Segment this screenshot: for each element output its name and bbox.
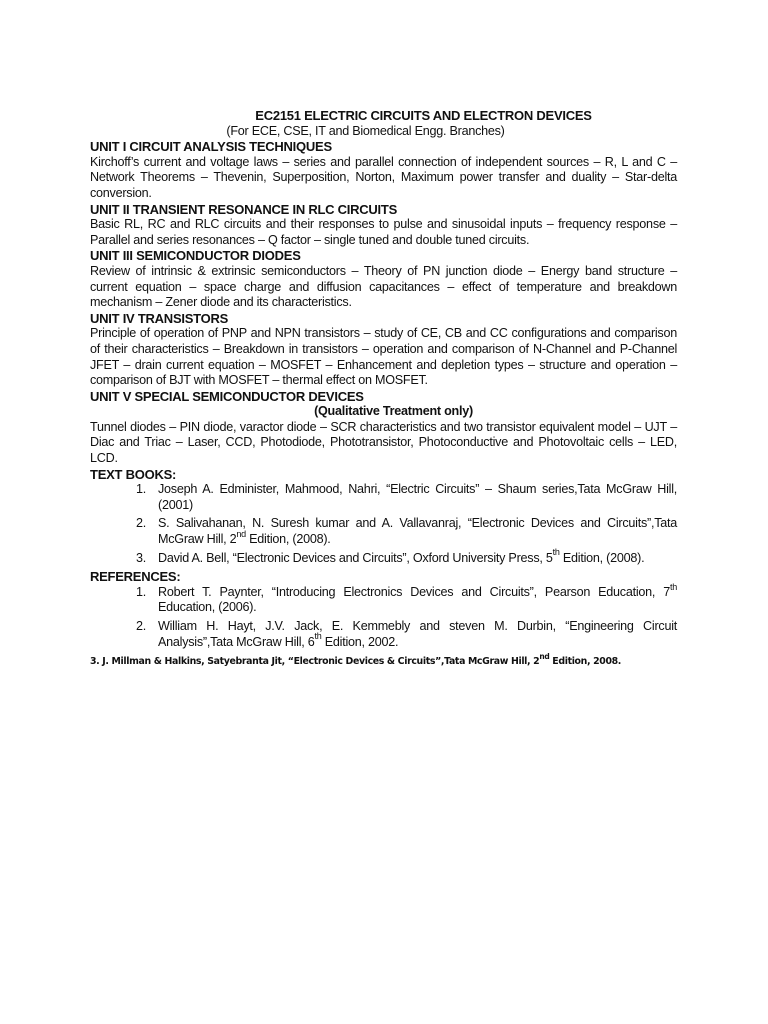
list-item-number: 3. [136,550,147,565]
course-title: EC2151 ELECTRIC CIRCUITS AND ELECTRON DEVICES [255,108,592,123]
references-list [90,581,677,650]
unit-5-note: (Qualitative Treatment only) [314,404,473,419]
list-item-text: Joseph A. Edminister, Mahmood, Nahri, “Electric Circuits” – Shaum series,Tata McGraw Hill, (2001) [158,482,677,512]
list-item-number: 2. [136,619,147,633]
ordinal-superscript: nd [236,528,246,539]
list-item [90,482,677,513]
unit-5-heading: UNIT V SPECIAL SEMICONDUCTOR DEVICES [90,388,364,404]
references-heading: REFERENCES: [90,569,181,585]
ordinal-superscript: th [669,581,677,592]
ordinal-superscript: nd [539,652,550,662]
list-item-number: 1. [136,584,147,599]
course-subtitle: (For ECE, CSE, IT and Biomedical Engg. Branches) [226,123,505,138]
unit-4-body: Principle of operation of PNP and NPN transistors – study of CE, CB and CC configurations and comparison of their characteristics – Breakdown in transistors – operation and comparison of N-Channel and P-Channel JFET – drain current equation – MOSFET – Enhancement and depletion types – structure and operation – comparison of BJT with MOSFET – thermal effect on MOSFET. [90,326,677,388]
unit-1-body: Kirchoff’s current and voltage laws – series and parallel connection of independent sources – R, L and C – Network Theorems – Thevenin, Superposition, Norton, Maximum power transfer and duality – Star-delta conversion. [90,154,677,200]
list-item-text: David A. Bell, “Electronic Devices and Circuits”, Oxford University Press, 5 [158,550,553,565]
unit-3-body: Review of intrinsic & extrinsic semiconductors – Theory of PN junction diode – Energy band structure – current equation – space charge and diffusion capacitances – effect of temperature and breakdown mechanism – Zener diode and its characteristics. [90,263,677,310]
unit-5-body: Tunnel diodes – PIN diode, varactor diode – SCR characteristics and two transistor equivalent model – UJT – Diac and Triac – Laser, CCD, Photodiode, Phototransistor, Photoconductive and Photovoltaic cells – LED, LCD. [90,419,677,466]
unit-1-heading: UNIT I CIRCUIT ANALYSIS TECHNIQUES [90,139,332,155]
unit-4-heading: UNIT IV TRANSISTORS [90,310,229,326]
ordinal-superscript: th [314,631,322,642]
syllabus-content [90,108,677,670]
textbooks-heading: TEXT BOOKS: [90,466,177,482]
list-item-number: 1. [136,482,147,497]
list-item [90,581,677,616]
unit-2-heading: UNIT II TRANSIENT RESONANCE IN RLC CIRCUITS [90,201,398,217]
list-item-text-end: Edition, 2002. [321,634,399,649]
list-item [90,516,677,547]
list-item-text: William H. Hayt, J.V. Jack, E. Kemmebly and steven M. Durbin, “Engineering Circuit Analysis”,Tata McGraw Hill, 6 [158,619,677,649]
list-item [90,547,677,567]
list-item-text: S. Salivahanan, N. Suresh kumar and A. Vallavanraj, “Electronic Devices and Circuits”,Tata McGraw Hill, 2 [158,516,677,547]
list-item-text-end: Edition, (2008). [245,532,331,547]
extra-reference [90,654,677,670]
list-item-text-end: Edition, (2008). [559,550,645,565]
extra-reference-text: 3. J. Millman & Halkins, Satyebranta Jit, “Electronic Devices & Circuits”,Tata McGraw Hill, 2 [90,656,540,668]
list-item-number: 2. [136,516,147,531]
extra-reference-text-end: Edition, 2008. [549,656,622,668]
textbooks-list [90,482,677,566]
ordinal-superscript: th [552,547,560,558]
list-item-text-end: Education, (2006). [158,600,257,615]
unit-2-body: Basic RL, RC and RLC circuits and their responses to pulse and sinusoidal inputs – frequency response – Parallel and series resonances – Q factor – single tuned and double tuned circuits. [90,217,677,247]
unit-3-heading: UNIT III SEMICONDUCTOR DIODES [90,248,301,264]
list-item-text: Robert T. Paynter, “Introducing Electronics Devices and Circuits”, Pearson Education, 7 [158,584,670,599]
list-item [90,619,677,650]
